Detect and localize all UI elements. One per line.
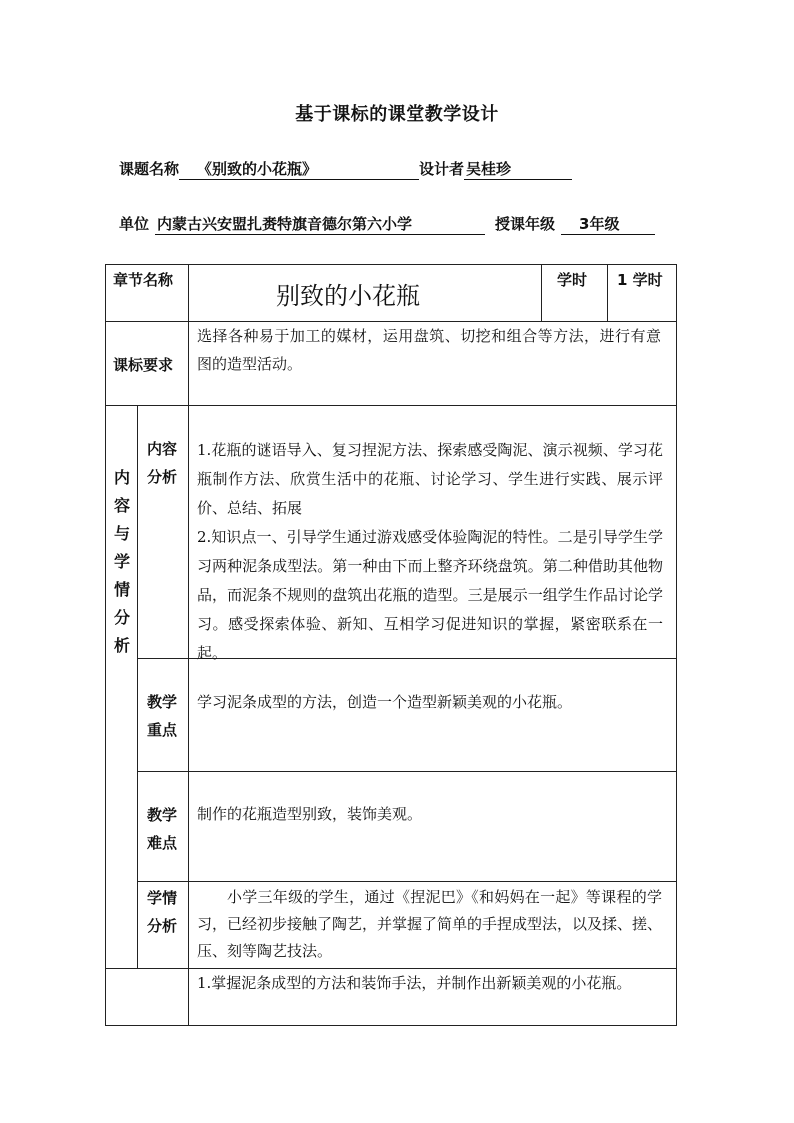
- difficult-label: 教学难点: [147, 806, 178, 852]
- unit-label: 单位: [119, 215, 150, 233]
- student-label: 学情分析: [147, 889, 178, 935]
- document-title: 基于课标的课堂教学设计: [295, 104, 499, 125]
- key-text: 学习泥条成型的方法，创造一个造型新颖美观的小花瓶。: [197, 693, 573, 711]
- content-text-2: 2.知识点一、引导学生通过游戏感受体验陶泥的特性。二是引导学生学习两种泥条成型法。第一种由下而上整齐环绕盘筑。第二种借助其他物品，而泥条不规则的盘筑出花瓶的造型。三是展示一组学生作品讨论学习。感受探索体验、新知、互相学习促进知识的掌握，紧密联系在一起。: [197, 528, 663, 662]
- designer-value: 吴桂珍: [464, 158, 572, 180]
- hours-value: 1 学时: [617, 271, 663, 289]
- content-text-1: 1.花瓶的谜语导入、复习捏泥方法、探索感受陶泥、演示视频、学习花瓶制作方法、欣赏生活中的花瓶、讨论学习、学生进行实践、展示评价、总结、拓展: [197, 441, 663, 517]
- designer-label: 设计者: [419, 160, 465, 178]
- content-label: 内容分析: [147, 440, 178, 486]
- standard-label: 课标要求: [113, 356, 174, 374]
- chapter-label: 章节名称: [113, 271, 174, 289]
- difficult-text: 制作的花瓶造型别致，装饰美观。: [197, 805, 423, 823]
- grade-value: 3年级: [561, 213, 655, 235]
- standard-text: 选择各种易于加工的媒材，运用盘筑、切挖和组合等方法，进行有意图的造型活动。: [197, 327, 661, 373]
- unit-line: [119, 213, 655, 235]
- goal-text: 1.掌握泥条成型的方法和装饰手法，并制作出新颖美观的小花瓶。: [197, 974, 632, 992]
- content-analysis-text: [197, 436, 663, 668]
- unit-value: 内蒙古兴安盟扎赉特旗音德尔第六小学: [155, 213, 485, 235]
- section-label: 内容与学情分析: [113, 468, 130, 655]
- grade-label: 授课年级: [495, 215, 556, 233]
- chapter-value: 别致的小花瓶: [276, 282, 420, 310]
- topic-value: 《别致的小花瓶》: [179, 158, 419, 180]
- topic-line: [119, 158, 572, 180]
- student-text: 小学三年级的学生，通过《捏泥巴》《和妈妈在一起》等课程的学习，已经初步接触了陶艺，并掌握了简单的手捏成型法，以及揉、搓、压、刻等陶艺技法。: [197, 888, 663, 960]
- key-label: 教学重点: [147, 693, 178, 739]
- hours-label: 学时: [557, 271, 588, 289]
- topic-label: 课题名称: [119, 160, 180, 178]
